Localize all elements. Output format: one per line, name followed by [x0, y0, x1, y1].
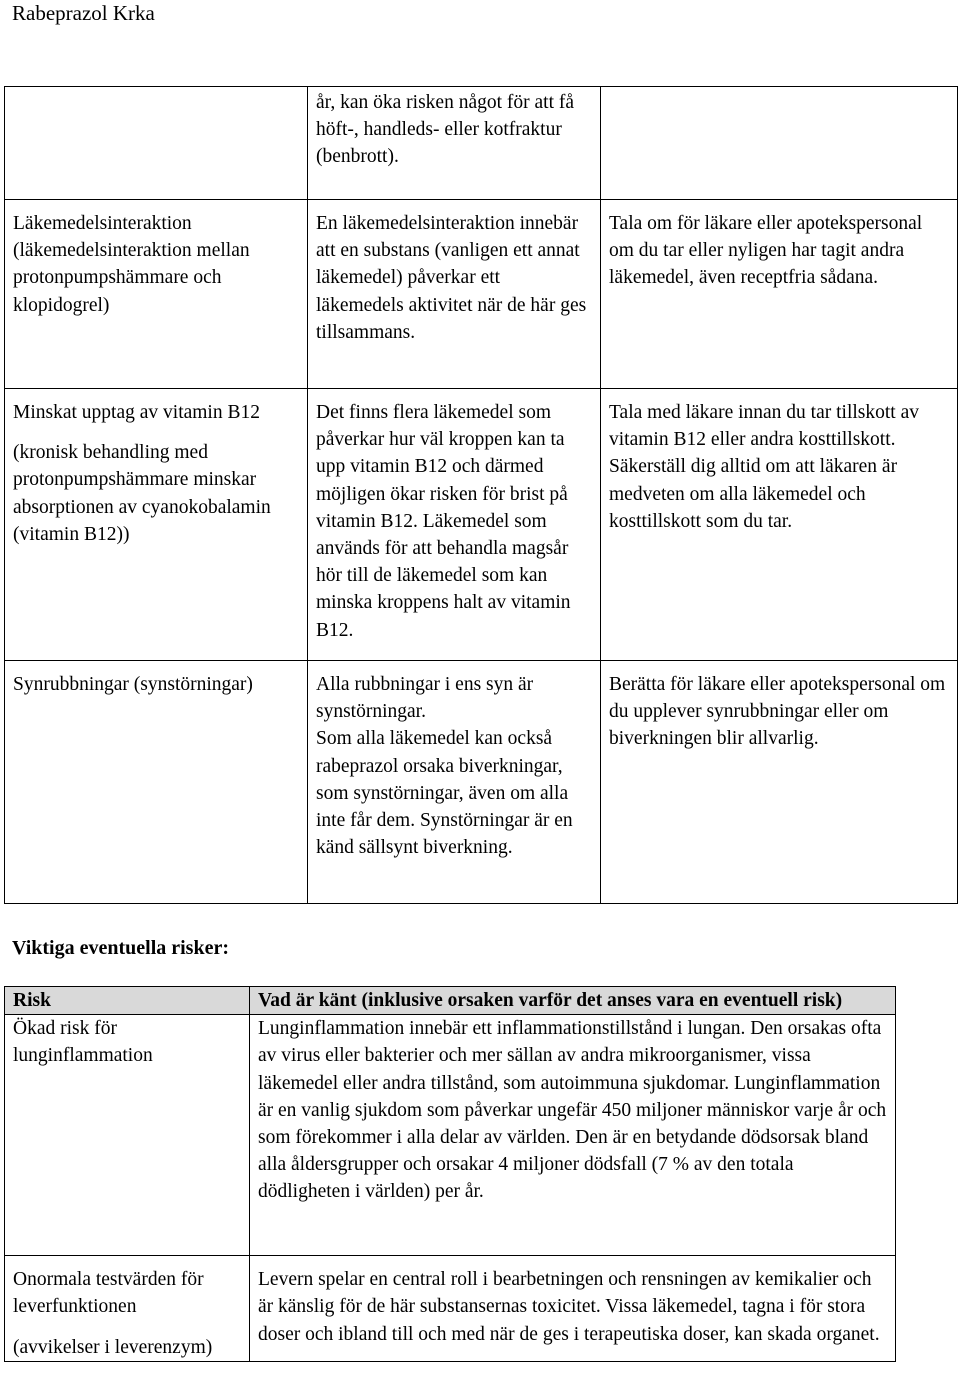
table-cell [5, 389, 308, 661]
table-row [5, 1015, 896, 1256]
cell-text: Levern spelar en central roll i bearbetningen och rensningen av kemikalier och är känslig för de här substansernas toxicitet. Vissa läkemedel, tagna i för stora doser och ibland till och med när de ges i terapeutiska doser, kan skada organet. [258, 1269, 880, 1345]
table-cell [308, 389, 601, 661]
table-row [5, 1256, 896, 1362]
cell-text: Som alla läkemedel kan också rabeprazol orsaka biverkningar, som synstörningar, även om alla inte får dem. Synstörningar är en känd sällsynt biverkning. [316, 728, 573, 859]
table-header-cell: Vad är känt (inklusive orsaken varför det anses vara en eventuell risk) [250, 987, 896, 1015]
table-cell [5, 1015, 250, 1256]
cell-text: (avvikelser i leverenzym) [13, 1336, 213, 1358]
table-cell [5, 200, 308, 389]
table-row [5, 661, 958, 904]
table-cell [250, 1015, 896, 1256]
cell-text: En läkemedelsinteraktion innebär att en substans (vanligen ett annat läkemedel) påverkar ett läkemedels aktivitet när de här ges tillsammans. [316, 213, 587, 343]
cell-text: (kronisk behandling med protonpumpshämmare minskar absorptionen av cyanokobalamin (vitamin B12)) [13, 442, 271, 545]
cell-text: Tala om för läkare eller apotekspersonal om du tar eller nyligen har tagit andra läkemedel, även receptfria sådana. [609, 213, 923, 289]
table-cell [601, 389, 958, 661]
cell-text: år, kan öka risken något för att få höft-, handleds- eller kotfraktur (benbrott). [316, 92, 575, 168]
cell-text: Lunginflammation innebär ett inflammationstillstånd i lungan. Den orsakas ofta av virus eller bakterier och mer sällan av andra mikroorganismer, vissa läkemedel eller andra tillstånd, som autoimmuna sjukdomar. Lunginflammation är en vanlig sjukdom som påverkar ungefär 450 miljoner människor varje år och som förekommer i alla delar av världen. Den är en betydande dödsorsak bland alla åldersgrupper och orsakar 4 miljoner dödsfall (7 % av den totala dödligheten i världen) per år. [258, 1018, 887, 1203]
table-cell [601, 200, 958, 389]
cell-text: Synrubbningar (synstörningar) [13, 674, 253, 695]
cell-text: Berätta för läkare eller apotekspersonal om du upplever synrubbningar eller om biverkningen blir allvarlig. [609, 674, 946, 750]
table-row [5, 389, 958, 661]
table-cell [5, 1256, 250, 1362]
cell-text: Läkemedelsinteraktion (läkemedelsinteraktion mellan protonpumpshämmare och klopidogrel) [13, 213, 250, 316]
table-row [5, 87, 958, 200]
table-cell [308, 87, 601, 200]
cell-text: Ökad risk för lunginflammation [13, 1018, 153, 1067]
table-cell [308, 661, 601, 904]
risk-table [4, 986, 896, 1362]
table-cell [601, 87, 958, 200]
table-cell [250, 1256, 896, 1362]
table-header-row [5, 987, 896, 1015]
table-cell [5, 87, 308, 200]
cell-text: Alla rubbningar i ens syn är synstörningar. [316, 674, 534, 723]
table-row [5, 200, 958, 389]
cell-text: Tala med läkare innan du tar tillskott av vitamin B12 eller andra kosttillskott. Säkerställ dig alltid om att läkaren är medveten om alla läkemedel och kosttillskott som du tar. [609, 402, 919, 532]
section-heading: Viktiga eventuella risker: [12, 937, 230, 959]
table-cell [601, 661, 958, 904]
page-header-title: Rabeprazol Krka [12, 1, 155, 25]
interaction-table [4, 86, 958, 904]
cell-text: Onormala testvärden för leverfunktionen [13, 1269, 204, 1318]
table-cell [308, 200, 601, 389]
table-header-cell: Risk [5, 987, 250, 1015]
table-cell [5, 661, 308, 904]
cell-text: Det finns flera läkemedel som påverkar hur väl kroppen kan ta upp vitamin B12 och därmed möjligen ökar risken för brist på vitamin B12. Läkemedel som används för att behandla magsår hör till de läkemedel som kan minska kroppens halt av vitamin B12. [316, 402, 571, 641]
cell-text: Minskat upptag av vitamin B12 [13, 402, 260, 423]
